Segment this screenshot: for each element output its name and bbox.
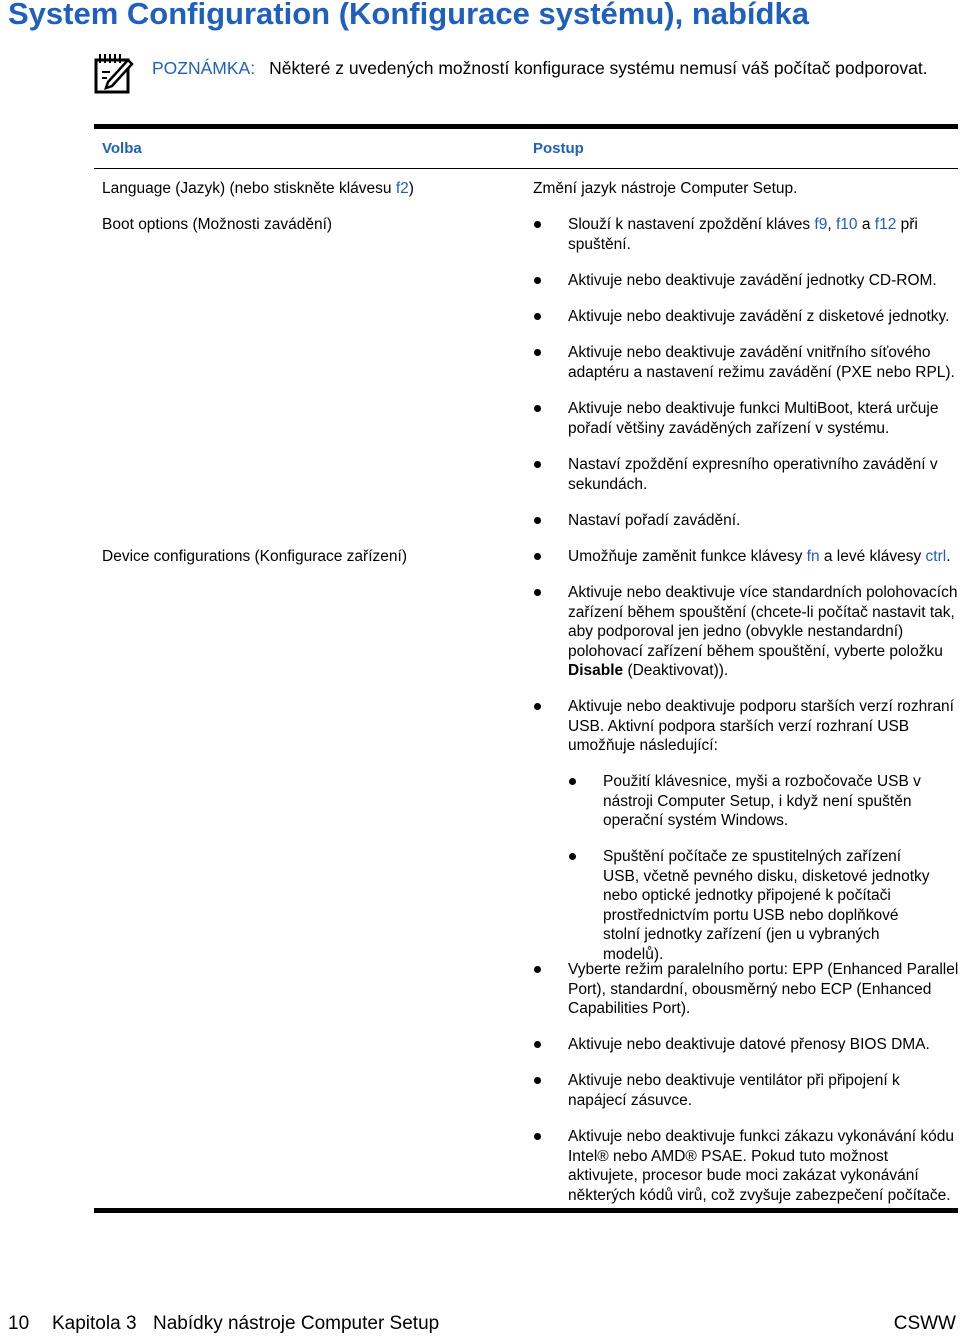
device-item-5: Aktivuje nebo deaktivuje datové přenosy BIOS DMA. <box>568 1036 930 1053</box>
boot-item-1: Slouží k nastavení zpoždění kláves f9, f10 a f12 při spuštění. <box>568 216 918 253</box>
boot-item-7: Nastaví pořadí zavádění. <box>568 512 741 529</box>
page-title: System Configuration (Konfigurace systému), nabídka <box>8 0 809 31</box>
footer-chapter: Kapitola 3 <box>52 1313 137 1334</box>
table-top-rule <box>94 124 958 129</box>
column-header-procedure: Postup <box>533 140 584 157</box>
note-text: Některé z uvedených možností konfigurace systému nemusí váš počítač podporovat. <box>269 58 928 78</box>
bullet <box>534 966 541 973</box>
bullet <box>534 221 541 228</box>
boot-item-4: Aktivuje nebo deaktivuje zavádění vnitřního síťového adaptéru a nastavení režimu zavádění (PXE nebo RPL). <box>568 344 955 381</box>
footer-page-number: 10 <box>8 1313 30 1334</box>
note-label: POZNÁMKA: <box>152 58 256 78</box>
sub-bullet <box>569 853 576 860</box>
bullet <box>534 313 541 320</box>
device-item-1: Umožňuje zaměnit funkce klávesy fn a levé klávesy ctrl. <box>568 548 951 565</box>
footer-code: CSWW <box>893 1313 956 1334</box>
boot-item-6: Nastaví zpoždění expresního operativního zavádění v sekundách. <box>568 456 938 493</box>
device-subitem-2: Spuštění počítače ze spustitelných zařízení USB, včetně pevného disku, disketové jednotky nebo optické jednotky připojené k počítači prostřednictvím portu USB nebo doplňkové stolní jednotky zařízení (jen u vybraných modelů). <box>603 848 930 963</box>
bullet <box>534 405 541 412</box>
bullet <box>534 589 541 596</box>
bullet <box>534 517 541 524</box>
boot-item-5: Aktivuje nebo deaktivuje funkci MultiBoot, která určuje pořadí většiny zaváděných zařízení v systému. <box>568 400 939 437</box>
bullet <box>534 1077 541 1084</box>
bullet <box>534 277 541 284</box>
device-item-2: Aktivuje nebo deaktivuje více standardních polohovacích zařízení během spouštění (chcete-li počítač nastavit tak, aby podporoval jen jedno (obvykle nestandardní) polohovací zařízení během spouštění, vyberte položku Disable (Deaktivovat)). <box>568 584 958 679</box>
bullet <box>534 1041 541 1048</box>
procedure-language: Změní jazyk nástroje Computer Setup. <box>533 180 798 197</box>
column-header-option: Volba <box>102 140 142 157</box>
note <box>152 58 952 78</box>
note-pencil-icon <box>94 52 134 94</box>
bullet <box>534 553 541 560</box>
bullet <box>534 1133 541 1140</box>
device-item-6: Aktivuje nebo deaktivuje ventilátor při připojení k napájecí zásuvce. <box>568 1072 900 1109</box>
bullet <box>534 703 541 710</box>
option-language: Language (Jazyk) (nebo stiskněte klávesu f2) <box>102 180 414 197</box>
boot-item-3: Aktivuje nebo deaktivuje zavádění z disketové jednotky. <box>568 308 950 325</box>
device-item-3: Aktivuje nebo deaktivuje podporu starších verzí rozhraní USB. Aktivní podpora starších verzí rozhraní USB umožňuje následující: <box>568 698 954 754</box>
sub-bullet <box>569 778 576 785</box>
device-item-4: Vyberte režim paralelního portu: EPP (Enhanced Parallel Port), standardní, obousměrný nebo ECP (Enhanced Capabilities Port). <box>568 961 959 1017</box>
footer-chapter-title: Nabídky nástroje Computer Setup <box>153 1313 440 1334</box>
boot-item-2: Aktivuje nebo deaktivuje zavádění jednotky CD-ROM. <box>568 272 937 289</box>
table-header-rule <box>94 168 958 169</box>
table-bottom-rule <box>94 1208 958 1213</box>
bullet <box>534 349 541 356</box>
option-device: Device configurations (Konfigurace zařízení) <box>102 548 407 565</box>
device-subitem-1: Použití klávesnice, myši a rozbočovače USB v nástroji Computer Setup, i když není spuštěn operační systém Windows. <box>603 773 921 829</box>
bullet <box>534 461 541 468</box>
option-boot: Boot options (Možnosti zavádění) <box>102 216 333 233</box>
device-item-7: Aktivuje nebo deaktivuje funkci zákazu vykonávání kódu Intel® nebo AMD® PSAE. Pokud tuto možnost aktivujete, procesor bude moci zakázat vykonávání některých kódů virů, což zvyšuje zabezpečení počítače. <box>568 1128 955 1204</box>
